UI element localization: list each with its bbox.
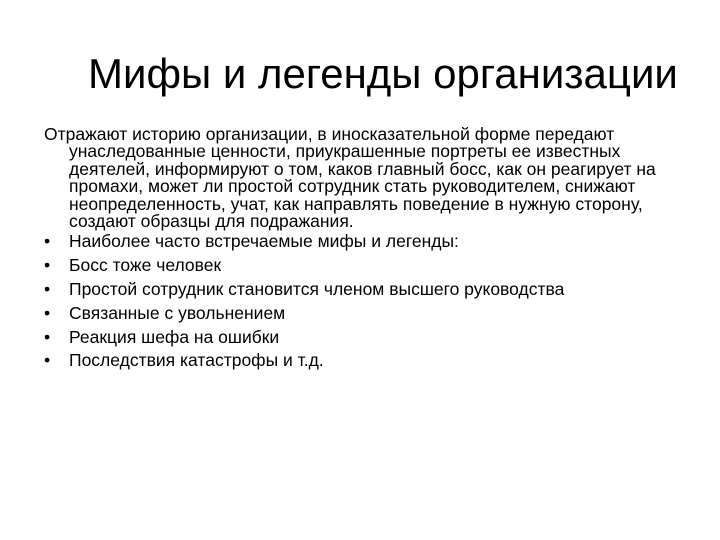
list-item bbox=[44, 230, 684, 254]
list-item bbox=[44, 349, 684, 373]
list-item-text: Босс тоже человек bbox=[69, 255, 222, 276]
list-item bbox=[44, 302, 684, 326]
bullet-list bbox=[44, 230, 684, 373]
bullet-marker: • bbox=[44, 255, 51, 276]
slide-title: Мифы и легенды организации bbox=[88, 50, 678, 97]
bullet-marker: • bbox=[44, 350, 51, 371]
list-item-text: Наиболее часто встречаемые мифы и легенды: bbox=[69, 231, 459, 252]
bullet-marker: • bbox=[44, 279, 51, 300]
list-item bbox=[44, 326, 684, 350]
list-item-text: Реакция шефа на ошибки bbox=[69, 326, 280, 347]
bullet-marker: • bbox=[44, 231, 51, 252]
list-item-text: Связанные с увольнением bbox=[69, 302, 286, 323]
slide-body bbox=[44, 126, 684, 373]
bullet-marker: • bbox=[44, 302, 51, 323]
intro-paragraph: Отражают историю организации, в иносказательной форме передают унаследованные ценности, приукрашенные портреты ее известных деятелей, информируют о том, каков главный босс, как он реагирует на промахи, может ли простой сотрудник стать руководителем, снижают неопределенность, учат, как направлять поведение в нужную сторону, создают образцы для подражания. bbox=[44, 124, 656, 232]
list-item bbox=[44, 278, 684, 302]
list-item-text: Простой сотрудник становится членом высшего руководства bbox=[69, 279, 565, 300]
list-item-text: Последствия катастрофы и т.д. bbox=[69, 350, 324, 371]
bullet-marker: • bbox=[44, 326, 51, 347]
list-item bbox=[44, 254, 684, 278]
